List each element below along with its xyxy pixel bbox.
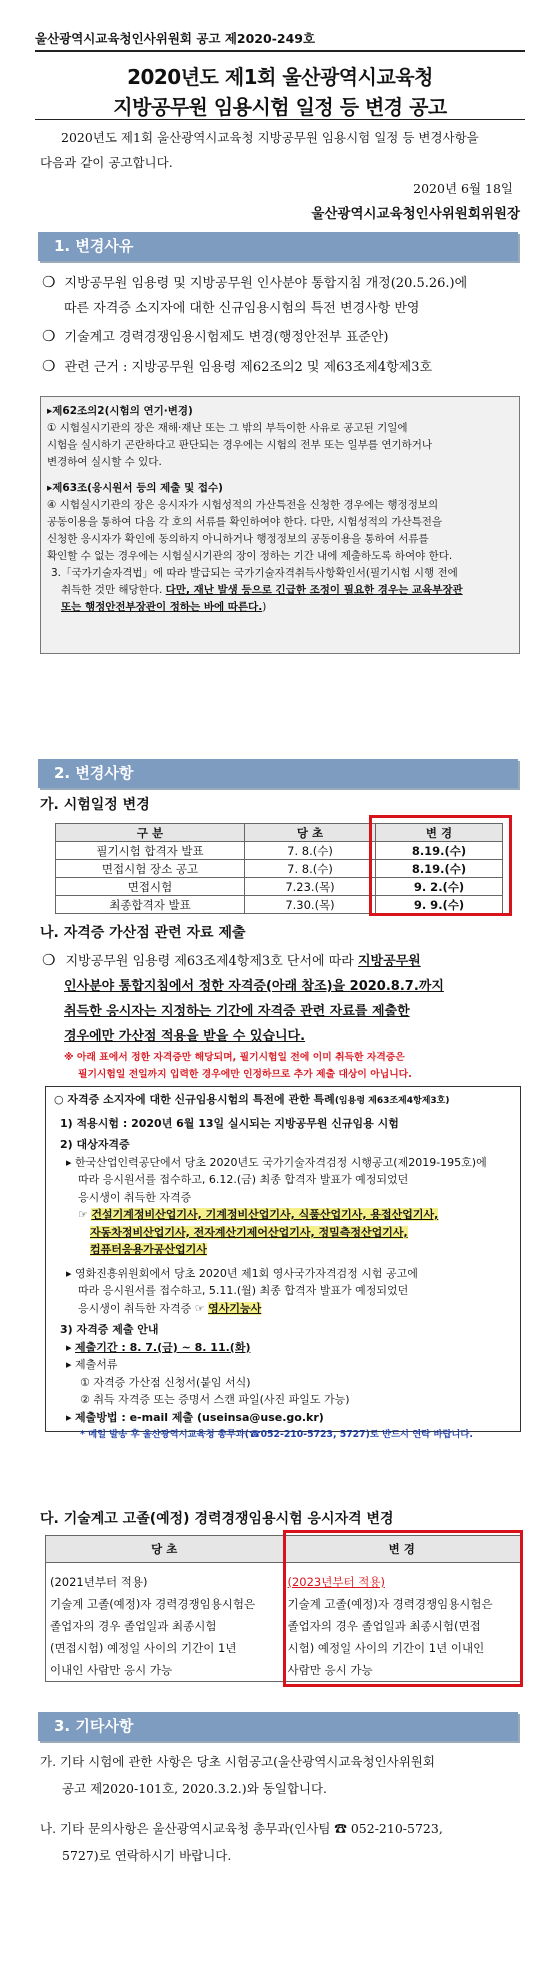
film-line1: ▸ 영화진흥위원회에서 당초 2020년 제1회 영사국가자격검정 시험 공고에 bbox=[66, 1266, 418, 1280]
film-line3 bbox=[78, 1300, 512, 1318]
compare-before-cell bbox=[46, 1563, 284, 1682]
subsection-ga-title: 가. 시험일정 변경 bbox=[40, 797, 150, 813]
compare-col-before: 당 초 bbox=[46, 1536, 284, 1563]
art63-item3-plain: 취득한 것만 해당한다. bbox=[61, 584, 163, 596]
before-line: (2021년부터 적용) bbox=[50, 1575, 148, 1589]
intro-line2: 다음과 같이 공고합니다. bbox=[40, 155, 173, 170]
special-provision-box bbox=[45, 1086, 521, 1440]
row-label: 면접시험 bbox=[56, 878, 245, 896]
film-cert: 영사기능사 bbox=[208, 1301, 262, 1315]
art62-line: 변경하여 실시할 수 있다. bbox=[47, 456, 162, 468]
intro-line1: 2020년도 제1회 울산광역시교육청 지방공무원 임용시험 일정 등 변경사항을 bbox=[61, 130, 479, 145]
after-tag: (2023년부터 적용) bbox=[287, 1575, 385, 1589]
red-note-line1: ※ 아래 표에서 정한 자격증만 해당되며, 필기시험일 전에 이미 취득한 자격증은 bbox=[64, 1052, 405, 1063]
hrd-line1: ▸ 한국산업인력공단에서 당초 2020년도 국가기술자격검정 시행공고(제2019-195호)에 bbox=[66, 1155, 487, 1169]
submit-method: ▸ 제출방법 : e-mail 제출 (useinsa@use.go.kr) bbox=[66, 1410, 324, 1424]
art63-item3-line2 bbox=[61, 582, 513, 599]
submit-period: ▸ 제출기간 : 8. 7.(금) ~ 8. 11.(화) bbox=[66, 1340, 251, 1354]
na-line3: 취득한 응시자는 지정하는 기간에 자격증 관련 자료를 제출한 bbox=[64, 1004, 410, 1019]
section3-heading: 3. 기타사항 bbox=[38, 1712, 518, 1741]
notice-signer: 울산광역시교육청인사위원회위원장 bbox=[311, 206, 520, 222]
notice-number: 울산광역시교육청인사위원회 공고 제2020-249호 bbox=[35, 31, 316, 46]
mail-note: * 메일 발송 후 울산광역시교육청 총무과(☎052-210-5723, 5727)로 반드시 연락 바랍니다. bbox=[80, 1429, 473, 1440]
schedule-change-highlight bbox=[369, 815, 512, 916]
law-reference-box bbox=[40, 396, 520, 654]
row-label: 필기시험 합격자 발표 bbox=[56, 842, 245, 860]
row-before: 7.30.(목) bbox=[245, 896, 376, 914]
art63-line: ④ 시험실시기관의 장은 응시자가 시험성적의 가산특전을 신청한 경우에는 행정정보의 bbox=[47, 499, 439, 511]
pointing-hand-icon: ☞ bbox=[78, 1208, 88, 1221]
art63-item3-line3 bbox=[61, 599, 513, 616]
section3-ga-line1: 가. 기타 시험에 관한 사항은 당초 시험공고(울산광역시교육청인사위원회 bbox=[40, 1754, 435, 1769]
col-label-header: 구 분 bbox=[56, 824, 245, 842]
before-line: 기술계 고졸(예정)자 경력경쟁임용시험은 bbox=[50, 1597, 256, 1611]
cert-list-3: 컴퓨터응용가공산업기사 bbox=[90, 1243, 207, 1256]
after-line: 시험) 예정일 사이의 기간이 1년 이내인 bbox=[287, 1641, 485, 1655]
art63-line: 확인할 수 없는 경우에는 시험실시기관의 장이 정하는 기간 내에 제출하도록 하여야 한다. bbox=[47, 550, 453, 562]
row-after: 8.19.(수) bbox=[376, 842, 503, 860]
na-line1-underlined: 지방공무원 bbox=[357, 954, 421, 969]
row-before: 7. 8.(수) bbox=[245, 842, 376, 860]
na-line1-plain: 지방공무원 임용령 제63조제4항제3호 단서에 따라 bbox=[65, 954, 354, 969]
cert-line3 bbox=[90, 1241, 512, 1259]
row-after: 8.19.(수) bbox=[376, 860, 503, 878]
art63-item3-underlined-2: 또는 행정안전부장관이 정하는 바에 따른다. bbox=[61, 601, 263, 613]
page-title-line1: 2020년도 제1회 울산광역시교육청 bbox=[127, 65, 433, 89]
row-before: 7. 8.(수) bbox=[245, 860, 376, 878]
submit-guide-label: 3) 자격증 제출 안내 bbox=[60, 1323, 159, 1336]
art63-item3-underlined: 다만, 재난 발생 등으로 긴급한 조정이 필요한 경우는 교육부장관 bbox=[165, 584, 463, 596]
col-after-header: 변 경 bbox=[376, 824, 503, 842]
section2-heading: 2. 변경사항 bbox=[38, 759, 518, 788]
row-label: 면접시험 장소 공고 bbox=[56, 860, 245, 878]
art63-line: 공동이용을 통하여 다음 각 호의 서류를 확인하여야 한다. 다만, 시험성적의 가산특전을 bbox=[47, 516, 443, 528]
special-box-title-small: (임용령 제63조제4항제3호) bbox=[334, 1096, 450, 1106]
art63-item3-end: ) bbox=[262, 601, 267, 613]
special-box-title-text: ○ 자격증 소지자에 대한 신규임용시험의 특전에 관한 특례 bbox=[54, 1093, 335, 1106]
film-line3-plain: 응시생이 취득한 자격증 ☞ bbox=[78, 1301, 205, 1315]
submit-docs: ▸ 제출서류 bbox=[66, 1358, 118, 1371]
submit-docs-text: 제출서류 bbox=[75, 1358, 118, 1371]
section1-item-1-line1: 지방공무원 임용령 및 지방공무원 인사분야 통합지침 개정(20.5.26.)에 bbox=[64, 276, 468, 291]
row-after: 9. 9.(수) bbox=[376, 896, 503, 914]
row-label: 최종합격자 발표 bbox=[56, 896, 245, 914]
cert-line2 bbox=[90, 1224, 512, 1242]
section1-item-1-line2: 따른 자격증 소지자에 대한 신규임용시험의 특전 변경사항 반영 bbox=[64, 301, 420, 316]
art62-title: ▸제62조의2(시험의 연기·변경) bbox=[47, 405, 193, 417]
compare-col-after: 변 경 bbox=[283, 1536, 521, 1563]
section3-na-line1: 나. 기타 문의사항은 울산광역시교육청 총무과(인사팀 ☎ 052-210-5723, bbox=[40, 1821, 443, 1836]
art62-line: ① 시험실시기관의 장은 재해·재난 또는 그 밖의 부득이한 사유로 공고된 기일에 bbox=[47, 422, 408, 434]
before-line: 이내인 사람만 응시 가능 bbox=[50, 1663, 173, 1677]
section1-item-3 bbox=[42, 356, 532, 375]
hrd-text: 한국산업인력공단에서 당초 2020년도 국가기술자격검정 시행공고(제2019-195호)에 bbox=[75, 1155, 487, 1169]
circle-bullet-icon: ❍ bbox=[42, 951, 56, 969]
art62-line: 시험을 실시하기 곤란하다고 판단되는 경우에는 시험의 전부 또는 일부를 연기하거나 bbox=[47, 439, 433, 451]
notice-header bbox=[35, 28, 525, 52]
apply-exam: 1) 적용시험 : 2020년 6월 13일 실시되는 지방공무원 신규임용 시험 bbox=[60, 1116, 399, 1130]
na-paragraph bbox=[42, 948, 526, 1049]
col-before-header: 당 초 bbox=[245, 824, 376, 842]
section1-heading: 1. 변경사유 bbox=[38, 232, 518, 261]
before-line: 졸업자의 경우 졸업일과 최종시험 bbox=[50, 1619, 217, 1633]
target-certs-label: 2) 대상자격증 bbox=[60, 1138, 130, 1151]
row-after: 9. 2.(수) bbox=[376, 878, 503, 896]
notice-date: 2020년 6월 18일 bbox=[413, 181, 513, 196]
na-line4: 경우에만 가산점 적용을 받을 수 있습니다. bbox=[64, 1029, 306, 1044]
section3-na-line2: 5727)로 연락하시기 바랍니다. bbox=[62, 1848, 232, 1863]
page-title-line2: 지방공무원 임용시험 일정 등 변경 공고 bbox=[113, 95, 447, 119]
cert-list-1: 건설기계정비산업기사, 기계정비산업기사, 식품산업기사, 용접산업기사, bbox=[91, 1208, 439, 1221]
na-line1 bbox=[42, 948, 526, 974]
section3-ga-line2: 공고 제2020-101호, 2020.3.2.)와 동일합니다. bbox=[62, 1781, 328, 1796]
submit-method-text[interactable]: 제출방법 : e-mail 제출 (useinsa@use.go.kr) bbox=[75, 1410, 324, 1424]
art63-title: ▸제63조(응시원서 등의 제출 및 접수) bbox=[47, 482, 223, 494]
hrd-line2: 따라 응시원서를 접수하고, 6.12.(금) 최종 합격자 발표가 예정되었던 bbox=[78, 1173, 409, 1186]
doc-item-2: ② 취득 자격증 또는 증명서 스캔 파일(사진 파일도 가능) bbox=[80, 1393, 350, 1406]
cert-line1 bbox=[78, 1206, 512, 1224]
section1-item-2-text: 기술계고 경력경쟁임용시험제도 변경(행정안전부 표준안) bbox=[64, 330, 389, 345]
submit-period-text: 제출기간 : 8. 7.(금) ~ 8. 11.(화) bbox=[75, 1340, 251, 1354]
circle-bullet-icon: ❍ bbox=[42, 357, 56, 375]
film-text: 영화진흥위원회에서 당초 2020년 제1회 영사국가자격검정 시험 공고에 bbox=[75, 1266, 418, 1280]
red-note-line2: 필기시험일 전일까지 입력한 경우에만 인정하므로 추가 제출 대상이 아닙니다. bbox=[78, 1069, 412, 1080]
subsection-na-title: 나. 자격증 가산점 관련 자료 제출 bbox=[40, 925, 246, 941]
hrd-line3: 응시생이 취득한 자격증 bbox=[78, 1190, 192, 1204]
after-line: 사람만 응시 가능 bbox=[287, 1663, 373, 1677]
before-line: (면접시험) 예정일 사이의 기간이 1년 bbox=[50, 1641, 237, 1655]
subsection-da-title: 다. 기술계고 고졸(예정) 경력경쟁임용시험 응시자격 변경 bbox=[40, 1511, 394, 1527]
film-line2: 따라 응시원서를 접수하고, 5.11.(월) 최종 합격자 발표가 예정되었던 bbox=[78, 1284, 409, 1297]
after-line: 기술계 고졸(예정)자 경력경쟁임용시험은 bbox=[287, 1597, 493, 1611]
doc-item-1: ① 자격증 가산점 신청서(붙임 서식) bbox=[80, 1375, 251, 1389]
section1-item-1 bbox=[42, 272, 532, 291]
art63-line: 신청한 응시자가 확인에 동의하지 아니하거나 행정정보의 공동이용을 통하여 서류를 bbox=[47, 533, 429, 545]
circle-bullet-icon: ❍ bbox=[42, 273, 56, 291]
title-divider bbox=[35, 119, 525, 120]
after-line: 졸업자의 경우 졸업일과 최종시험(면접 bbox=[287, 1619, 481, 1633]
circle-bullet-icon: ❍ bbox=[42, 327, 56, 345]
compare-change-highlight bbox=[283, 1530, 523, 1687]
section1-item-2 bbox=[42, 326, 532, 345]
art63-item3-line1: 3.「국가기술자격법」에 따라 발급되는 국가기술자격취득사항확인서(필기시험 시행 전에 bbox=[51, 567, 458, 579]
row-before: 7.23.(목) bbox=[245, 878, 376, 896]
special-box-title bbox=[54, 1091, 512, 1111]
section1-item-3-text: 관련 근거 : 지방공무원 임용령 제62조의2 및 제63조제4항제3호 bbox=[64, 360, 433, 375]
na-line2: 인사분야 통합지침에서 정한 자격증(아래 참조)을 2020.8.7.까지 bbox=[64, 979, 444, 994]
cert-list-2: 자동차정비산업기사, 전자계산기제어산업기사, 정밀측정산업기사, bbox=[90, 1225, 408, 1239]
